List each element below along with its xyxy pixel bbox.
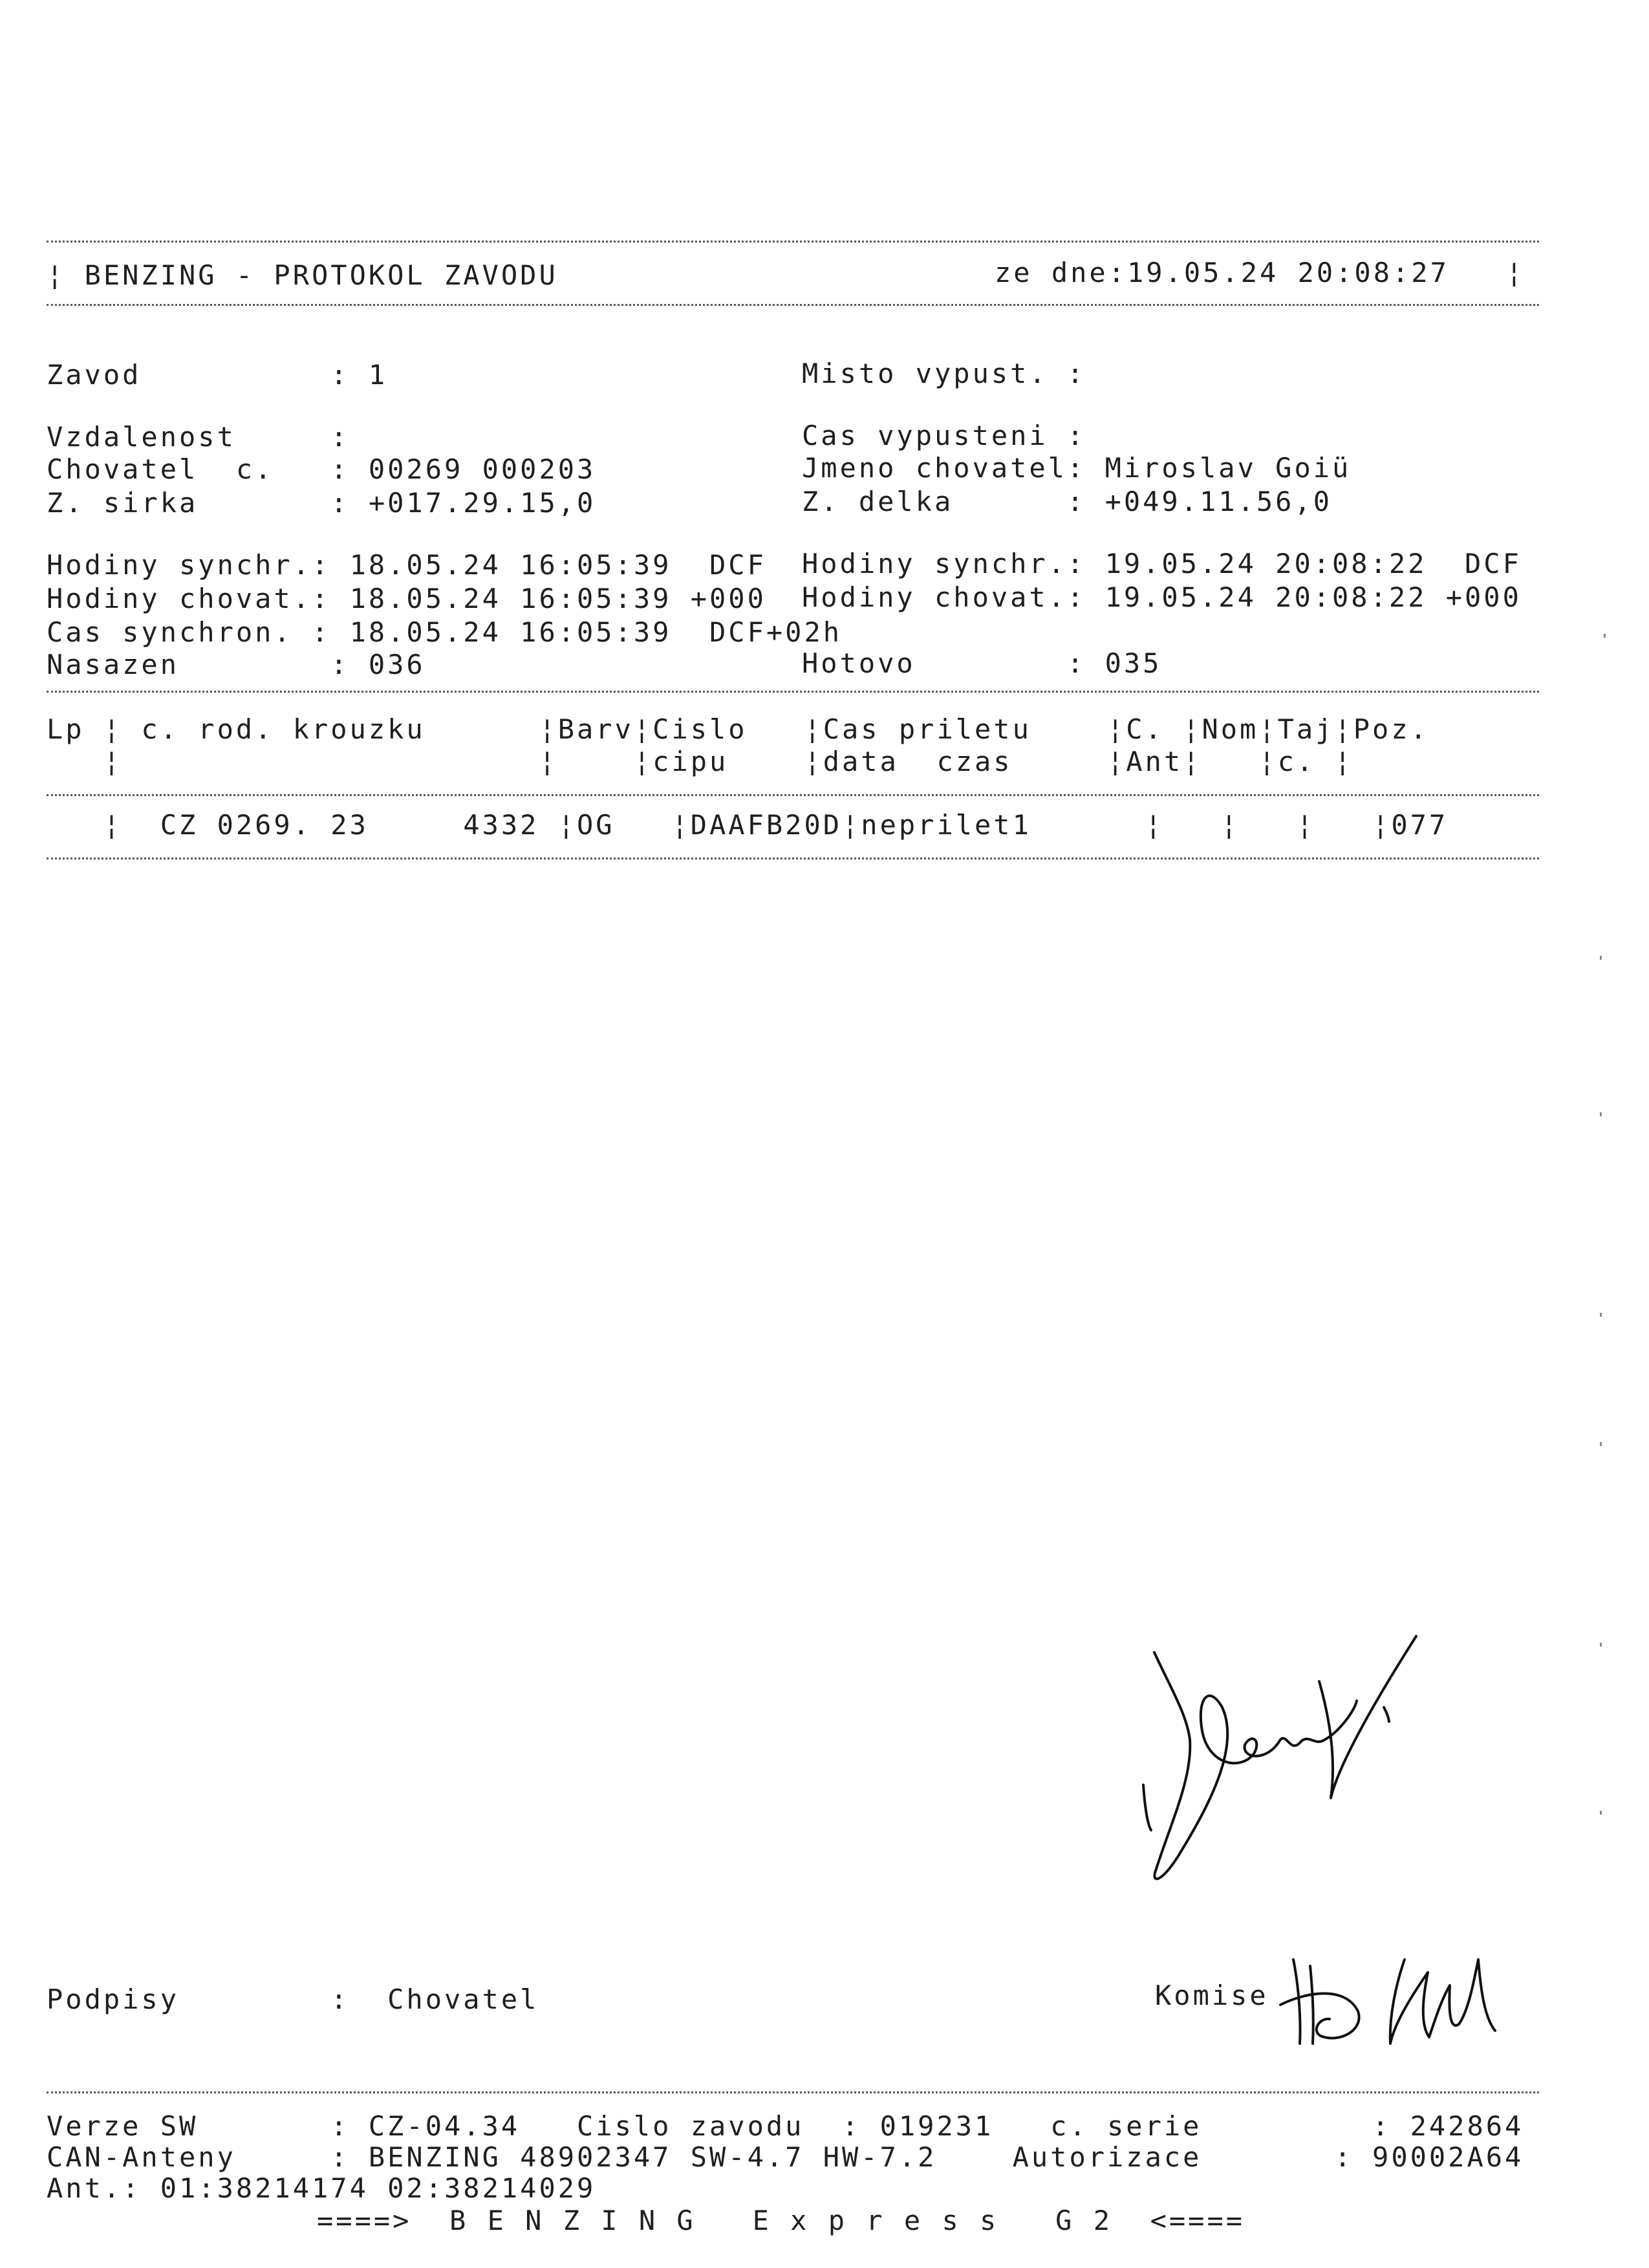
race-number: Zavod : 1 bbox=[47, 359, 388, 391]
scan-speck bbox=[1600, 956, 1602, 960]
release-time: Cas vypusteni : bbox=[802, 420, 1086, 451]
top-divider bbox=[47, 241, 1539, 243]
distance: Vzdalenost : bbox=[47, 421, 350, 453]
birds-basketed: Nasazen : 036 bbox=[47, 649, 426, 680]
breeder-clock-start: Hodiny chovat.: 18.05.24 16:05:39 +000 bbox=[47, 583, 766, 614]
antenna-ids: Ant.: 01:38214174 02:38214029 bbox=[47, 2172, 596, 2204]
latitude: Z. sirka : +017.29.15,0 bbox=[47, 487, 596, 519]
release-place: Misto vypust. : bbox=[802, 358, 1086, 389]
signatures-label: Podpisy : Chovatel bbox=[47, 1983, 539, 2015]
table-top-divider bbox=[47, 691, 1539, 693]
scan-speck bbox=[1600, 1811, 1602, 1815]
scan-speck bbox=[1600, 1643, 1602, 1647]
clock-sync-end: Hodiny synchr.: 19.05.24 20:08:22 DCF bbox=[802, 548, 1522, 579]
can-antennas: CAN-Anteny : BENZING 48902347 SW-4.7 HW-7.2 Autorizace : 90002A64 bbox=[47, 2141, 1524, 2173]
header-divider bbox=[47, 304, 1539, 306]
breeder-number: Chovatel c. : 00269 000203 bbox=[47, 453, 596, 485]
footer-divider bbox=[47, 2091, 1539, 2093]
scan-speck bbox=[1604, 634, 1606, 638]
device-brand: ====> B E N Z I N G E x p r e s s G 2 <==== bbox=[317, 2205, 1245, 2236]
breeder-clock-end: Hodiny chovat.: 19.05.24 20:08:22 +000 bbox=[802, 581, 1522, 613]
software-version: Verze SW : CZ-04.34 Cislo zavodu : 019231 c. serie : 242864 bbox=[47, 2110, 1524, 2142]
commission-label: Komise bbox=[1155, 1980, 1269, 2011]
commission-signature bbox=[1267, 1947, 1526, 2057]
table-bottom-divider bbox=[47, 858, 1539, 859]
table-header-divider bbox=[47, 794, 1539, 796]
table-row: ¦ CZ 0269. 23 4332 ¦OG ¦DAAFB20D¦neprilet1 ¦ ¦ ¦ ¦077 bbox=[47, 809, 1449, 841]
document-title: ¦ BENZING - PROTOKOL ZAVODU bbox=[47, 259, 558, 291]
table-header-row-2: ¦ ¦ ¦cipu ¦data czas ¦Ant¦ ¦c. ¦ bbox=[47, 746, 1353, 777]
longitude: Z. delka : +049.11.56,0 bbox=[802, 486, 1333, 517]
sync-time: Cas synchron. : 18.05.24 16:05:39 DCF+02h bbox=[47, 616, 843, 648]
print-date: ze dne:19.05.24 20:08:27 ¦ bbox=[995, 257, 1525, 288]
scan-speck bbox=[1600, 1442, 1602, 1446]
breeder-signature bbox=[1125, 1630, 1500, 1901]
scan-speck bbox=[1600, 1112, 1602, 1116]
clock-sync-start: Hodiny synchr.: 18.05.24 16:05:39 DCF bbox=[47, 549, 766, 581]
table-header-row-1: Lp ¦ c. rod. krouzku ¦Barv¦Cislo ¦Cas priletu ¦C. ¦Nom¦Taj¦Poz. bbox=[47, 713, 1429, 745]
breeder-name: Jmeno chovatel: Miroslav Goiü bbox=[802, 452, 1352, 484]
scan-speck bbox=[1600, 1313, 1602, 1317]
finished-count: Hotovo : 035 bbox=[802, 647, 1162, 679]
